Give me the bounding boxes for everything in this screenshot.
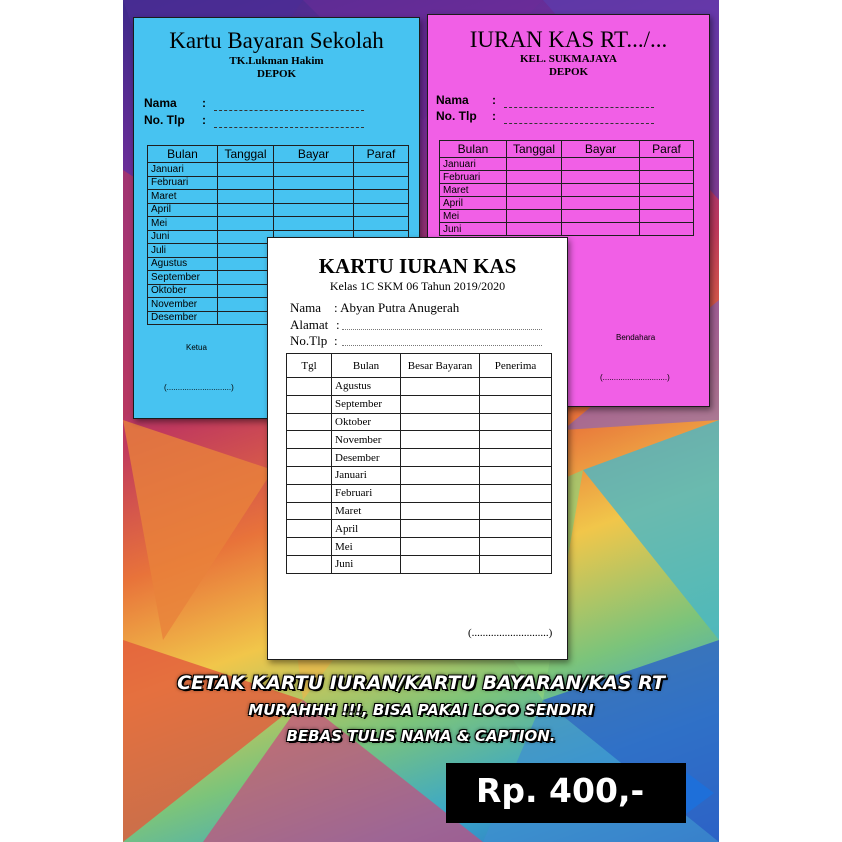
city-name: DEPOK — [256, 68, 297, 80]
table-row — [148, 163, 409, 177]
class-cash-card — [267, 237, 568, 660]
month-cell: Mei — [440, 210, 507, 223]
address-line — [342, 329, 542, 330]
empty-cell — [218, 298, 274, 312]
month-cell: Januari — [148, 163, 218, 177]
empty-cell — [480, 378, 552, 396]
month-cell: Januari — [440, 158, 507, 171]
empty-cell — [480, 484, 552, 502]
empty-cell — [480, 395, 552, 413]
empty-cell — [480, 538, 552, 556]
name-colon: : — [202, 96, 206, 110]
empty-cell — [287, 395, 332, 413]
empty-cell — [640, 223, 694, 236]
empty-cell — [401, 449, 480, 467]
signer-label: Ketua — [186, 343, 207, 352]
empty-cell — [287, 449, 332, 467]
empty-cell — [401, 378, 480, 396]
empty-cell — [562, 210, 640, 223]
phone-label: No. Tlp — [144, 113, 185, 127]
table-row — [148, 176, 409, 190]
table-row — [287, 395, 552, 413]
column-header: Bulan — [148, 146, 218, 163]
column-header: Tanggal — [507, 141, 562, 158]
phone-label: No.Tlp — [290, 333, 328, 348]
month-cell: Oktober — [332, 413, 401, 431]
table-row — [148, 217, 409, 231]
empty-cell — [287, 413, 332, 431]
dues-table — [439, 140, 694, 236]
signature-line: (.............................) — [164, 383, 234, 392]
empty-cell — [218, 311, 274, 325]
price-label: Rp. 400,- — [476, 771, 645, 810]
phone-label: No. Tlp — [436, 109, 477, 123]
month-cell: Oktober — [148, 284, 218, 298]
month-cell: September — [148, 271, 218, 285]
empty-cell — [480, 431, 552, 449]
promo-headline: CETAK KARTU IURAN/KARTU BAYARAN/KAS RT — [177, 672, 665, 694]
empty-cell — [480, 520, 552, 538]
month-cell: Februari — [148, 176, 218, 190]
month-cell: Februari — [332, 484, 401, 502]
table-row — [148, 190, 409, 204]
empty-cell — [218, 190, 274, 204]
address-colon: : — [336, 317, 340, 332]
empty-cell — [287, 555, 332, 573]
month-cell: April — [440, 197, 507, 210]
table-row — [287, 431, 552, 449]
column-header: Bulan — [440, 141, 507, 158]
table-row — [287, 449, 552, 467]
empty-cell — [287, 520, 332, 538]
empty-cell — [218, 257, 274, 271]
column-header: Bulan — [332, 354, 401, 378]
promo-line-2: MURAHHH !!!, BISA PAKAI LOGO SENDIRI — [248, 701, 594, 719]
name-line — [504, 107, 654, 108]
empty-cell — [287, 502, 332, 520]
empty-cell — [401, 555, 480, 573]
school-name: TK.Lukman Hakim — [229, 55, 324, 67]
empty-cell — [640, 184, 694, 197]
phone-colon: : — [492, 109, 496, 123]
empty-cell — [640, 197, 694, 210]
empty-cell — [218, 217, 274, 231]
month-cell: Agustus — [148, 257, 218, 271]
empty-cell — [287, 378, 332, 396]
empty-cell — [401, 431, 480, 449]
table-row — [440, 184, 694, 197]
poster — [123, 0, 719, 842]
empty-cell — [507, 197, 562, 210]
name-line — [214, 110, 364, 111]
empty-cell — [562, 158, 640, 171]
month-cell: November — [148, 298, 218, 312]
empty-cell — [401, 466, 480, 484]
empty-cell — [287, 431, 332, 449]
empty-cell — [354, 176, 409, 190]
empty-cell — [274, 176, 354, 190]
table-row — [440, 223, 694, 236]
empty-cell — [287, 538, 332, 556]
empty-cell — [562, 197, 640, 210]
empty-cell — [640, 158, 694, 171]
empty-cell — [640, 171, 694, 184]
empty-cell — [218, 176, 274, 190]
empty-cell — [401, 395, 480, 413]
empty-cell — [354, 217, 409, 231]
empty-cell — [354, 203, 409, 217]
card-title: IURAN KAS RT.../... — [469, 27, 668, 52]
empty-cell — [218, 271, 274, 285]
empty-cell — [401, 502, 480, 520]
column-header: Paraf — [640, 141, 694, 158]
empty-cell — [274, 203, 354, 217]
phone-line — [342, 345, 542, 346]
kelurahan-name: KEL. SUKMAJAYA — [520, 53, 617, 65]
month-cell: Juli — [148, 244, 218, 258]
month-cell: September — [332, 395, 401, 413]
table-row — [440, 210, 694, 223]
empty-cell — [354, 190, 409, 204]
table-row — [287, 520, 552, 538]
empty-cell — [218, 163, 274, 177]
month-cell: Desember — [148, 311, 218, 325]
empty-cell — [507, 223, 562, 236]
empty-cell — [218, 230, 274, 244]
empty-cell — [401, 538, 480, 556]
phone-line — [504, 123, 654, 124]
card-title: KARTU IURAN KAS — [318, 254, 517, 278]
name-label: Nama — [144, 96, 177, 110]
table-row — [440, 158, 694, 171]
empty-cell — [640, 210, 694, 223]
month-cell: Agustus — [332, 378, 401, 396]
address-label: Alamat — [290, 317, 329, 332]
empty-cell — [480, 502, 552, 520]
month-cell: Mei — [332, 538, 401, 556]
column-header: Bayar — [274, 146, 354, 163]
cash-table — [286, 353, 552, 574]
month-cell: April — [332, 520, 401, 538]
empty-cell — [401, 484, 480, 502]
empty-cell — [274, 190, 354, 204]
table-row — [287, 466, 552, 484]
table-row — [440, 197, 694, 210]
signature-line: (.............................) — [600, 373, 670, 382]
city-name: DEPOK — [548, 66, 589, 78]
month-cell: Juni — [332, 555, 401, 573]
phone-colon: : — [202, 113, 206, 127]
signature-line: (............................) — [468, 627, 553, 639]
month-cell: Maret — [440, 184, 507, 197]
card-subtitle: Kelas 1C SKM 06 Tahun 2019/2020 — [329, 279, 506, 293]
column-header: Penerima — [480, 354, 552, 378]
empty-cell — [287, 484, 332, 502]
name-label: Nama — [436, 93, 469, 107]
empty-cell — [218, 244, 274, 258]
month-cell: November — [332, 431, 401, 449]
empty-cell — [274, 163, 354, 177]
month-cell: April — [148, 203, 218, 217]
empty-cell — [401, 520, 480, 538]
promo-line-3: BEBAS TULIS NAMA & CAPTION. — [286, 727, 556, 745]
name-colon: : — [492, 93, 496, 107]
table-row — [287, 413, 552, 431]
empty-cell — [507, 158, 562, 171]
empty-cell — [562, 223, 640, 236]
column-header: Besar Bayaran — [401, 354, 480, 378]
empty-cell — [274, 217, 354, 231]
empty-cell — [218, 284, 274, 298]
phone-line — [214, 127, 364, 128]
empty-cell — [507, 171, 562, 184]
table-row — [287, 484, 552, 502]
table-row — [287, 378, 552, 396]
empty-cell — [218, 203, 274, 217]
month-cell: Januari — [332, 466, 401, 484]
table-row — [287, 538, 552, 556]
month-cell: Februari — [440, 171, 507, 184]
empty-cell — [562, 171, 640, 184]
table-row — [440, 171, 694, 184]
card-title: Kartu Bayaran Sekolah — [169, 28, 384, 53]
column-header: Tgl — [287, 354, 332, 378]
month-cell: Maret — [332, 502, 401, 520]
phone-colon: : — [334, 333, 338, 348]
empty-cell — [401, 413, 480, 431]
month-cell: Desember — [332, 449, 401, 467]
name-value: : Abyan Putra Anugerah — [334, 300, 460, 315]
name-label: Nama — [290, 300, 322, 315]
column-header: Tanggal — [218, 146, 274, 163]
month-cell: Maret — [148, 190, 218, 204]
empty-cell — [480, 449, 552, 467]
table-row — [148, 203, 409, 217]
empty-cell — [480, 413, 552, 431]
empty-cell — [354, 163, 409, 177]
table-row — [287, 502, 552, 520]
price-tag — [446, 763, 718, 823]
month-cell: Juni — [440, 223, 507, 236]
column-header: Bayar — [562, 141, 640, 158]
month-cell: Juni — [148, 230, 218, 244]
month-cell: Mei — [148, 217, 218, 231]
empty-cell — [507, 184, 562, 197]
column-header: Paraf — [354, 146, 409, 163]
empty-cell — [562, 184, 640, 197]
empty-cell — [507, 210, 562, 223]
table-row — [287, 555, 552, 573]
empty-cell — [480, 555, 552, 573]
empty-cell — [287, 466, 332, 484]
empty-cell — [480, 466, 552, 484]
signer-label: Bendahara — [616, 333, 656, 342]
